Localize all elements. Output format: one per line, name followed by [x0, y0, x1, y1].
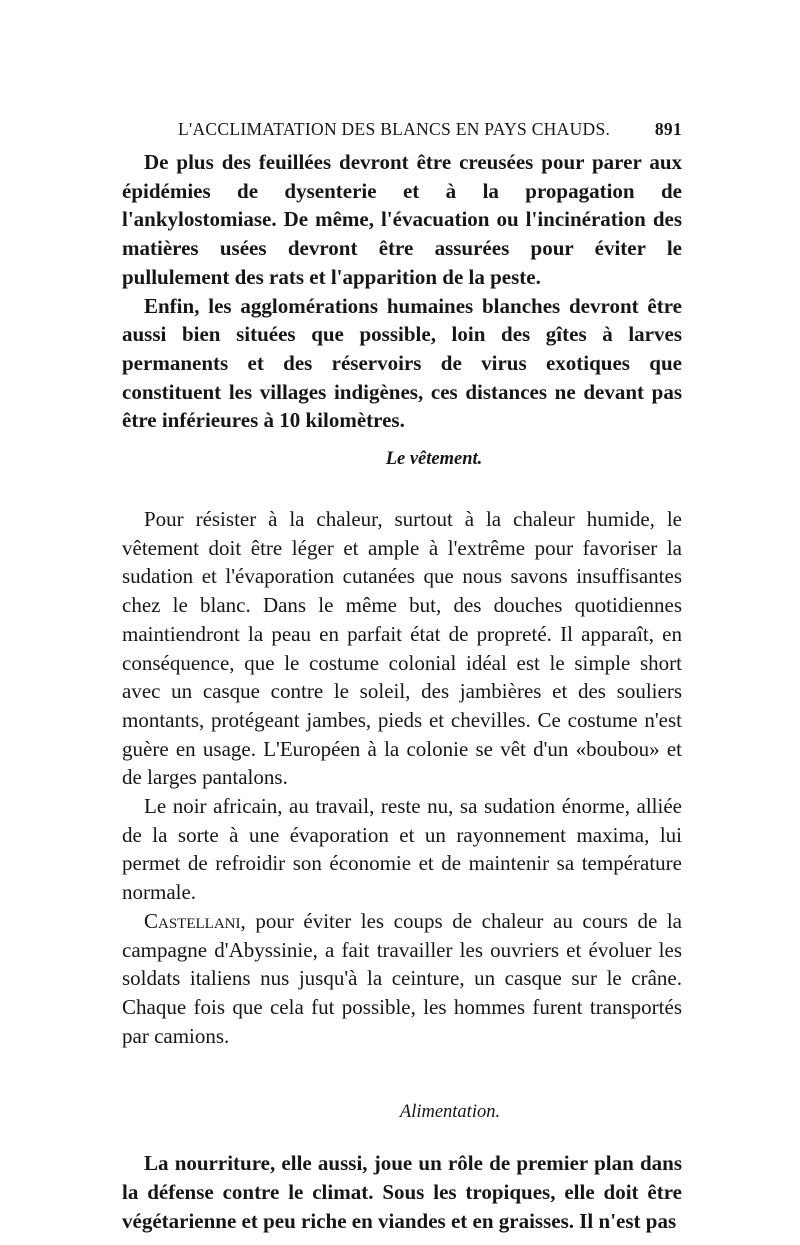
author-name-castellani: Castellani,	[144, 908, 246, 933]
running-head	[122, 112, 682, 146]
section-heading-vetement: Le vêtement.	[385, 449, 483, 470]
paragraph-vetement: Pour résister à la chaleur, surtout à la chaleur humide, le vêtement doit être léger et ample à l'extrême pour favoriser la sudation et l'évaporation cutanées que nous savons insuffisantes chez le blanc. Dans le même but, des douches quotidiennes maintiendront la peau en parfait état de propreté. Il apparaît, en conséquence, que le costume colonial idéal est le simple short avec un casque contre le soleil, des jambières et des souliers montants, protégeant jambes, pieds et chevilles. Ce costume n'est guère en usage. L'Européen à la colonie se vêt d'un «boubou» et de larges pantalons.	[122, 507, 682, 790]
running-title: L'ACCLIMATATION DES BLANCS EN PAYS CHAUDS.	[178, 119, 611, 139]
paragraph-agglomerations: Enfin, les agglomérations humaines blanches devront être aussi bien situées que possible, loin des gîtes à larves permanents et des réservoirs de virus exotiques que constituent les villages indigènes, ces distances ne devant pas être inférieures à 10 kilomètres.	[122, 293, 682, 433]
section-heading-alimentation: Alimentation.	[399, 1102, 501, 1123]
paragraph-castellani	[122, 907, 682, 1051]
page-number: 891	[654, 119, 682, 139]
paragraph-nourriture: La nourriture, elle aussi, joue un rôle de premier plan dans la défense contre le climat. Sous les tropiques, elle doit être végétarienne et peu riche en viandes et en graisses. Il n'est pas	[122, 1151, 682, 1233]
paragraph-castellani-text: pour éviter les coups de chaleur au cours de la campagne d'Abyssinie, a fait travailler les ouvriers et évoluer les soldats italiens nus jusqu'à la ceinture, un casque sur le crâne. Chaque fois que cela fut possible, les hommes furent transportés par camions.	[122, 908, 682, 1048]
paragraph-latrines: De plus des feuillées devront être creusées pour parer aux épidémies de dysenterie et à la propagation de l'ankylostomiase. De même, l'évacuation ou l'incinération des matières usées devront être assurées pour éviter le pullulement des rats et l'apparition de la peste.	[122, 150, 682, 289]
paragraph-noir-africain: Le noir africain, au travail, reste nu, sa sudation énorme, alliée de la sorte à une évaporation et un rayonnement maxima, lui permet de refroidir son économie et de maintenir sa température normale.	[122, 794, 682, 905]
book-page	[122, 112, 682, 1236]
